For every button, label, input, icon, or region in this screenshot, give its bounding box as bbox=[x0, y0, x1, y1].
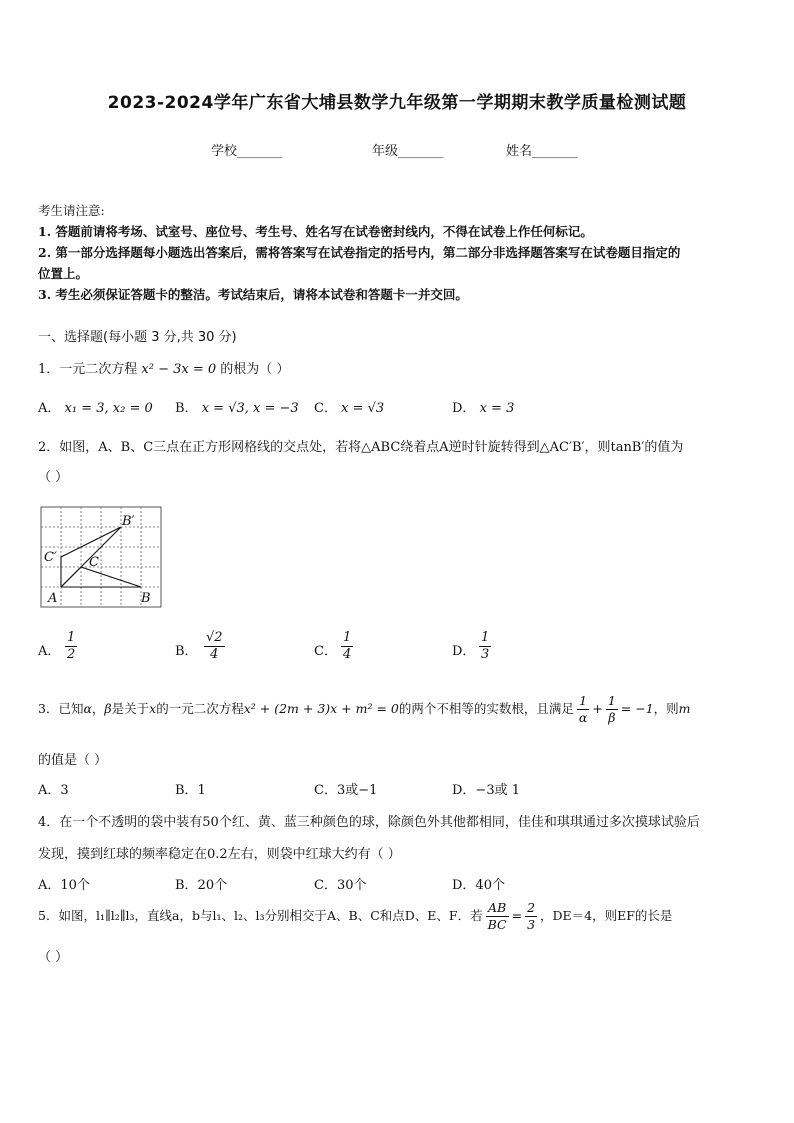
fraction-denominator: 4 bbox=[210, 647, 219, 662]
notice-item: 位置上。 bbox=[38, 266, 89, 281]
q3-equation: x² + (2m + 3)x + m² = 0 bbox=[243, 701, 399, 716]
fraction-denominator: β bbox=[608, 710, 616, 725]
notice-item: 3. 考生必须保证答题卡的整洁。考试结束后，请将本试卷和答题卡一并交回。 bbox=[38, 287, 468, 302]
fraction-denominator: BC bbox=[487, 917, 507, 932]
option-c[interactable] bbox=[314, 397, 384, 416]
option-c-fraction bbox=[341, 630, 353, 663]
q5-text: 5．如图，l₁∥l₂∥l₃，直线a，b与l₁、l₂、l₃分别相交于A、B、C和点D、E、F．若 bbox=[38, 908, 483, 923]
option-c[interactable]: C．3或−1 bbox=[314, 783, 378, 798]
q3-text: 的一元二次方程 bbox=[156, 701, 244, 716]
option-d-fraction bbox=[479, 630, 491, 663]
school-field: 学校_______ bbox=[211, 144, 283, 159]
question-4-options bbox=[38, 874, 758, 900]
question-1-prefix: 1．一元二次方程 bbox=[38, 362, 138, 377]
option-value: x₁ = 3, x₂ = 0 bbox=[64, 401, 153, 416]
option-d[interactable] bbox=[452, 640, 475, 659]
question-2-line1: 2．如图，A、B、C三点在正方形网格线的交点处，若将△ABC绕着点A逆时针旋转得到△AC′B′，则tanB′的值为 bbox=[38, 440, 684, 455]
question-3-line2: 的值是（ ） bbox=[38, 753, 108, 768]
q3-text: ，则 bbox=[653, 701, 679, 716]
section-heading: 一、选择题(每小题 3 分,共 30 分) bbox=[38, 330, 237, 345]
q3-variable: x bbox=[149, 701, 157, 716]
q3-fraction-alpha bbox=[577, 693, 589, 726]
question-5-line1 bbox=[38, 900, 672, 933]
option-a[interactable]: A．3 bbox=[38, 783, 69, 798]
notice-heading: 考生请注意: bbox=[38, 203, 105, 218]
option-c[interactable]: C．30个 bbox=[314, 878, 367, 893]
name-field: 姓名_______ bbox=[506, 144, 578, 159]
option-letter: A． bbox=[38, 401, 61, 416]
fraction-denominator: 2 bbox=[67, 647, 76, 662]
question-1-options bbox=[38, 397, 758, 423]
option-d[interactable] bbox=[452, 397, 514, 416]
q3-equation-result: = −1 bbox=[620, 701, 654, 716]
option-letter: A． bbox=[38, 644, 61, 659]
q3-plus: + bbox=[592, 701, 603, 716]
notice-item: 1. 答题前请将考场、试室号、座位号、考生号、姓名写在试卷密封线内，不得在试卷上作任何标记。 bbox=[38, 224, 593, 239]
exam-title: 2023-2024学年广东省大埔县数学九年级第一学期期末教学质量检测试题 bbox=[107, 93, 687, 113]
q3-text: 的两个不相等的实数根，且满足 bbox=[398, 701, 574, 716]
q3-beta: β bbox=[104, 701, 112, 716]
option-letter: D． bbox=[452, 644, 476, 659]
fraction-denominator: 3 bbox=[481, 647, 490, 662]
option-letter: C． bbox=[314, 644, 337, 659]
q5-fraction-ab-bc bbox=[486, 900, 509, 933]
q5-text: ，DE＝4，则EF的长是 bbox=[540, 908, 673, 923]
fraction-numerator: 2 bbox=[527, 900, 536, 915]
fraction-numerator: 1 bbox=[343, 630, 352, 645]
q3-alpha: α bbox=[83, 701, 92, 716]
question-5-line2: （ ） bbox=[38, 950, 69, 965]
fraction-numerator: √2 bbox=[206, 630, 223, 645]
option-letter: D． bbox=[452, 401, 476, 416]
fraction-numerator: 1 bbox=[607, 693, 616, 708]
option-letter: C． bbox=[314, 401, 337, 416]
grid-figure bbox=[38, 504, 164, 612]
student-info-row bbox=[0, 140, 794, 162]
fraction-numerator: AB bbox=[486, 900, 509, 917]
fraction-denominator: 4 bbox=[343, 647, 352, 662]
q3-text: 3．已知 bbox=[38, 701, 84, 716]
option-a-fraction bbox=[65, 630, 77, 663]
q3-variable-m: m bbox=[678, 701, 691, 716]
question-1-equation: x² − 3x = 0 bbox=[141, 362, 217, 377]
option-a[interactable] bbox=[38, 640, 60, 659]
option-b[interactable] bbox=[175, 640, 198, 659]
question-1-suffix: 的根为（ ） bbox=[220, 362, 290, 377]
option-letter: B． bbox=[175, 401, 198, 416]
grade-field: 年级_______ bbox=[372, 144, 444, 159]
fraction-denominator: α bbox=[578, 710, 588, 725]
option-b[interactable]: B．20个 bbox=[175, 878, 228, 893]
option-c[interactable] bbox=[314, 640, 337, 659]
label-a: A bbox=[48, 591, 58, 606]
q5-fraction-ratio bbox=[525, 900, 537, 933]
fraction-numerator: 1 bbox=[577, 693, 589, 710]
option-d[interactable]: D．−3或 1 bbox=[452, 783, 520, 798]
option-b[interactable] bbox=[175, 397, 299, 416]
label-c: C bbox=[89, 555, 99, 570]
option-value: x = √3 bbox=[341, 401, 385, 416]
q3-fraction-beta bbox=[606, 693, 618, 726]
exam-notice bbox=[38, 200, 760, 305]
q3-text: 是关于 bbox=[111, 701, 150, 716]
option-a[interactable] bbox=[38, 397, 153, 416]
question-2-options bbox=[38, 630, 758, 672]
option-d[interactable]: D．40个 bbox=[452, 878, 505, 893]
q5-equals: = bbox=[511, 908, 523, 923]
fraction-numerator: 1 bbox=[481, 630, 490, 645]
question-3-line1 bbox=[38, 693, 691, 726]
option-b-fraction bbox=[204, 630, 225, 663]
fraction-numerator: 1 bbox=[67, 630, 76, 645]
q3-text: ， bbox=[91, 701, 105, 716]
question-3-options bbox=[38, 779, 758, 805]
question-1 bbox=[38, 358, 289, 377]
option-value: x = 3 bbox=[479, 401, 515, 416]
option-value: x = √3, x = −3 bbox=[201, 401, 299, 416]
option-b[interactable]: B．1 bbox=[175, 783, 206, 798]
option-letter: B． bbox=[175, 644, 198, 659]
question-2-line2: （ ） bbox=[38, 470, 69, 485]
fraction-denominator: 3 bbox=[527, 917, 536, 932]
label-c-prime: C′ bbox=[44, 550, 57, 565]
question-4-line2: 发现，摸到红球的频率稳定在0.2左右，则袋中红球大约有（ ） bbox=[38, 847, 401, 862]
notice-item: 2. 第一部分选择题每小题选出答案后，需将答案写在试卷指定的括号内，第二部分非选择题答案写在试卷题目指定的 bbox=[38, 245, 681, 260]
label-b: B bbox=[141, 591, 151, 606]
question-4-line1: 4．在一个不透明的袋中装有50个红、黄、蓝三种颜色的球，除颜色外其他都相同，佳佳和琪琪通过多次摸球试验后 bbox=[38, 815, 700, 830]
label-b-prime: B′ bbox=[122, 514, 135, 529]
option-a[interactable]: A．10个 bbox=[38, 878, 90, 893]
